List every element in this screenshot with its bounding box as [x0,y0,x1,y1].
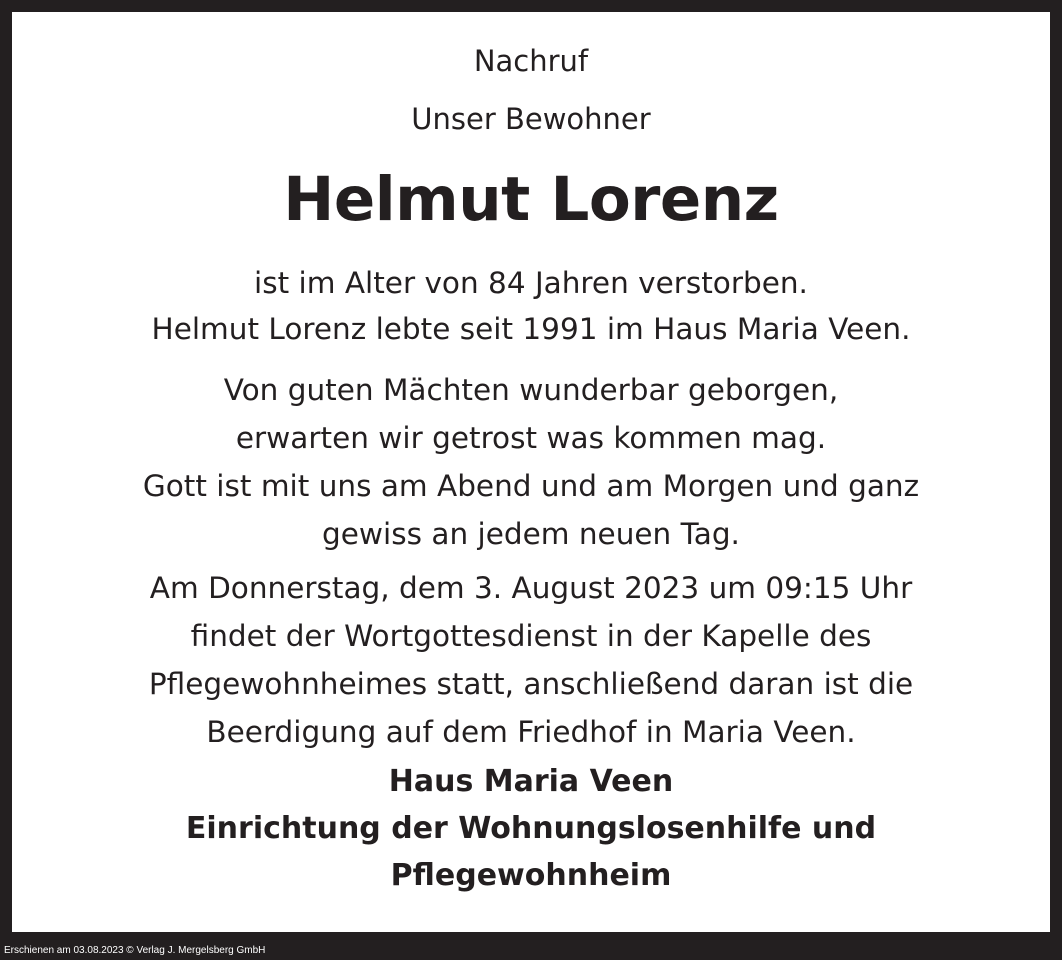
service-line: findet der Wortgottesdienst in der Kapelle des [190,619,872,653]
publication-footer: Erschienen am 03.08.2023 © Verlag J. Mergelsberg GmbH [4,945,266,956]
obituary-notice [12,12,1050,932]
service-line: Pflegewohnheimes statt, anschließend daran ist die [148,667,914,701]
verse-line: erwarten wir getrost was kommen mag. [235,421,827,455]
notice-title: Nachruf [473,44,589,78]
signature-line: Einrichtung der Wohnungslosenhilfe und [185,811,877,846]
verse-line: Gott ist mit uns am Abend und am Morgen und ganz [142,469,920,503]
service-line: Am Donnerstag, dem 3. August 2023 um 09:15 Uhr [149,571,913,605]
service-line: Beerdigung auf dem Friedhof in Maria Veen. [206,715,856,749]
verse-line: gewiss an jedem neuen Tag. [322,517,740,551]
announcement-line: ist im Alter von 84 Jahren verstorben. [254,266,808,300]
signature-line: Pflegewohnheim [390,858,672,893]
verse-line: Von guten Mächten wunderbar geborgen, [223,373,839,407]
announcement-line: Helmut Lorenz lebte seit 1991 im Haus Maria Veen. [151,312,911,346]
notice-subtitle: Unser Bewohner [411,102,651,136]
deceased-name: Helmut Lorenz [283,164,779,235]
signature-line: Haus Maria Veen [388,764,674,799]
